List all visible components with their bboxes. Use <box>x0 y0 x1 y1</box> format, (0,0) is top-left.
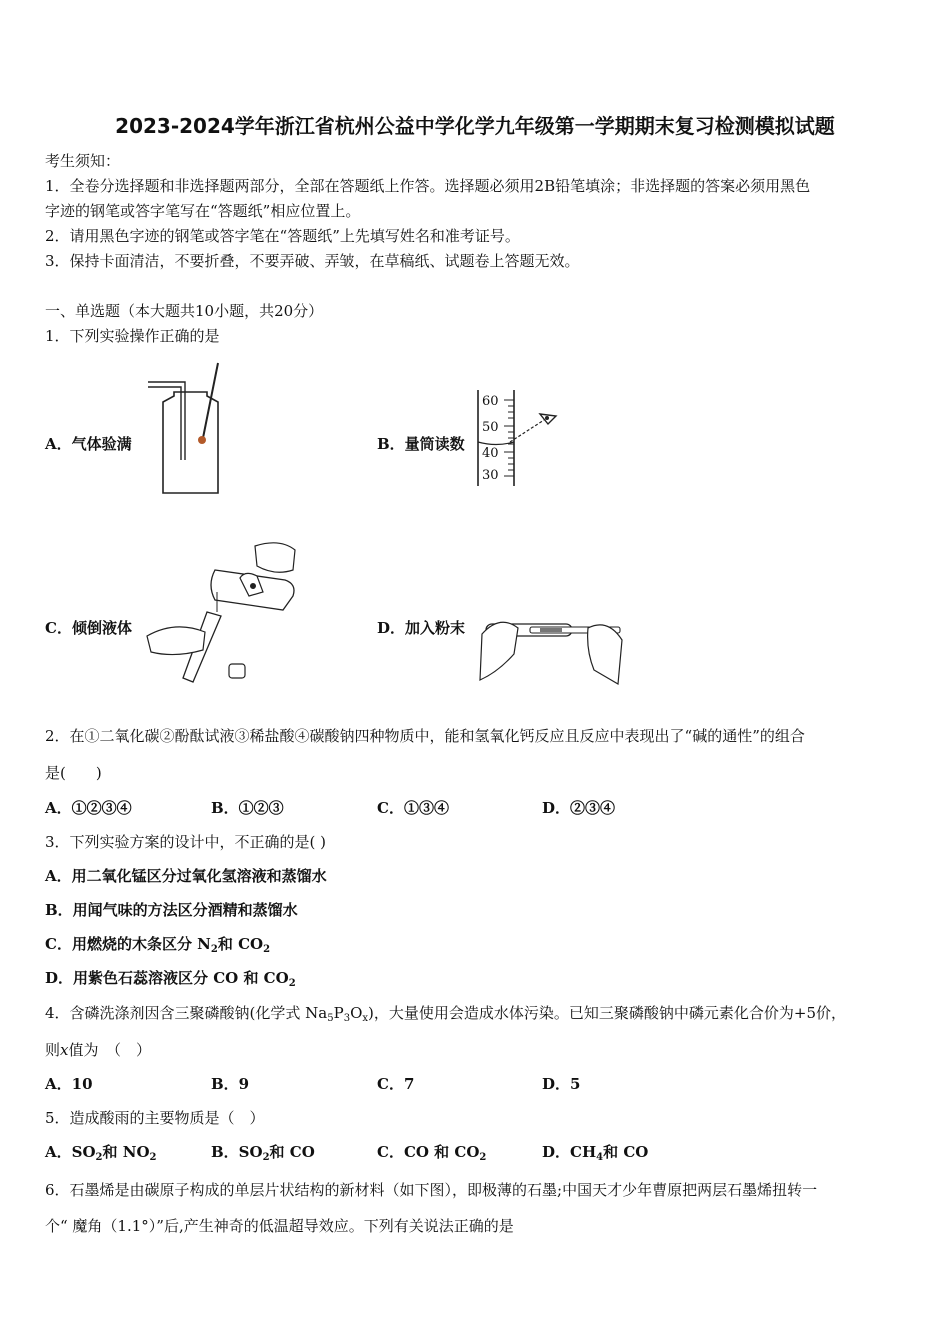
q3-option-c: C．用燃烧的木条区分 $N_2$和 $CO_2$ <box>45 935 271 955</box>
q4-option-b: B．9 <box>211 1075 250 1093</box>
q3-option-b: B．用闻气味的方法区分酒精和蒸馏水 <box>45 901 298 919</box>
q6-stem-line-2: 个“ 魔角（1.1°）”后,产生神奇的低温超导效应。下列有关说法正确的是 <box>45 1217 514 1235</box>
q2-stem-line-1: 2．在①二氧化碳②酚酞试液③稀盐酸④碳酸钠四种物质中，能和氢氧化钙反应且反应中表现出了“碱的通性”的组合 <box>45 727 805 745</box>
cylinder-tick-40: 40 <box>482 446 499 461</box>
q3-stem: 3．下列实验方案的设计中，不正确的是( ) <box>45 833 327 851</box>
pouring-liquid-figure <box>145 540 305 690</box>
page-title: 2023-2024学年浙江省杭州公益中学化学九年级第一学期期末复习检测模拟试题 <box>115 114 835 138</box>
q2-stem-line-2: 是( ) <box>45 764 102 782</box>
q5-option-b: B．$SO_2$和 CO <box>211 1143 315 1163</box>
q1-option-d: D．加入粉末 <box>377 619 466 637</box>
notice-item-1-line-2: 字迹的钢笔或答字笔写在“答题纸”相应位置上。 <box>45 202 361 220</box>
q2-option-c: C．①③④ <box>377 799 449 817</box>
q1-option-c: C．倾倒液体 <box>45 619 132 637</box>
q2-option-b: B．①②③ <box>211 799 284 817</box>
q2-option-a: A．①②③④ <box>45 799 132 817</box>
q4-stem-line-1: 4．含磷洗涤剂因含三聚磷酸钠(化学式 $Na_5P_3O_x$)，大量使用会造成水体污染。已知三聚磷酸钠中磷元素化合价为+5价， <box>45 1004 846 1024</box>
notice-item-1-line-1: 1．全卷分选择题和非选择题两部分，全部在答题纸上作答。选择题必须用2B铅笔填涂；非选择题的答案必须用黑色 <box>45 177 811 195</box>
cylinder-tick-30: 30 <box>482 468 499 483</box>
q5-option-a: A．$SO_2$和 $NO_2$ <box>45 1143 157 1163</box>
q4-stem-line-2: 则x值为 （ ） <box>45 1041 151 1059</box>
q4-option-c: C．7 <box>377 1075 415 1093</box>
q1-option-b: B．量筒读数 <box>377 435 465 453</box>
q6-stem-line-1: 6．石墨烯是由碳原子构成的单层片状结构的新材料（如下图），即极薄的石墨;中国天才少年曹原把两层石墨烯扭转一 <box>45 1181 818 1199</box>
notice-item-2: 2．请用黑色字迹的钢笔或答字笔在“答题纸”上先填写姓名和准考证号。 <box>45 227 520 245</box>
q5-option-d: D．$CH_4$和 CO <box>542 1143 649 1163</box>
q1-option-a: A．气体验满 <box>45 435 132 453</box>
q4-option-d: D．5 <box>542 1075 581 1093</box>
q3-option-a: A．用二氧化锰区分过氧化氢溶液和蒸馏水 <box>45 867 327 885</box>
q4-option-a: A．10 <box>45 1075 93 1093</box>
q5-option-c: C．CO 和 $CO_2$ <box>377 1143 487 1163</box>
q5-stem: 5．造成酸雨的主要物质是（ ） <box>45 1109 265 1127</box>
notice-item-3: 3．保持卡面清洁，不要折叠，不要弄破、弄皱，在草稿纸、试题卷上答题无效。 <box>45 252 580 270</box>
section-1-heading: 一、单选题（本大题共10小题，共20分） <box>45 302 324 320</box>
q2-option-d: D．②③④ <box>542 799 616 817</box>
cylinder-tick-60: 60 <box>482 394 499 409</box>
notice-heading: 考生须知： <box>45 152 121 170</box>
q3-option-d: D．用紫色石蕊溶液区分 CO 和 $CO_2$ <box>45 969 296 989</box>
gas-test-figure <box>145 360 225 496</box>
cylinder-tick-50: 50 <box>482 420 499 435</box>
q1-stem: 1．下列实验操作正确的是 <box>45 327 220 345</box>
adding-powder-figure <box>474 610 626 690</box>
